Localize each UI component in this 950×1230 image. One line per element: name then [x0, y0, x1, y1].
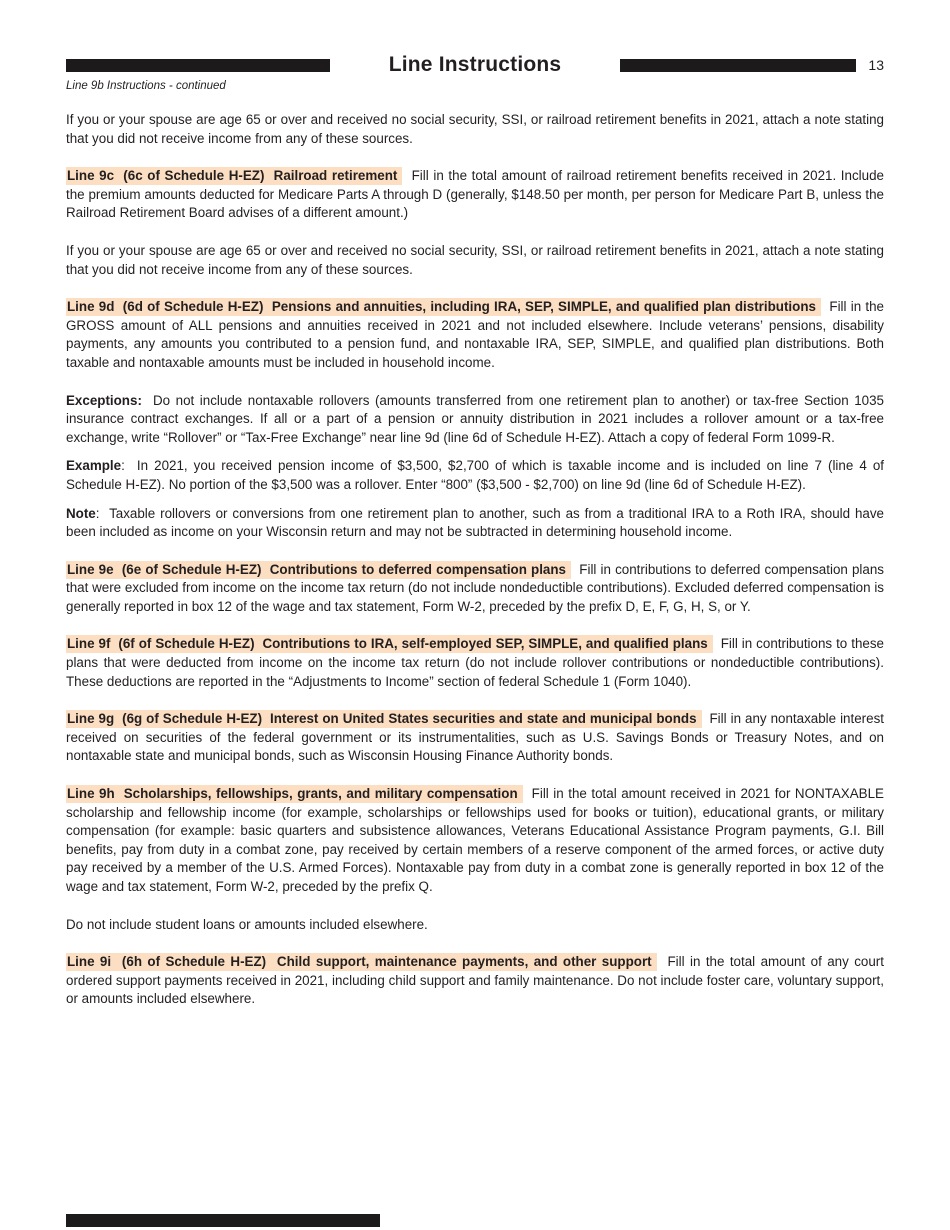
section-text: Fill in the GROSS amount of ALL pensions and annuities received in 2021 and not included elsewhere. Include veterans’ pensions, disability payments, any amounts you contributed to a pension fund, and nontaxable IRA, SEP, SIMPLE, and qualified plan distributions. Both taxable and nontaxable amounts must be included in household income. — [66, 299, 884, 370]
page-header — [66, 53, 884, 76]
section-heading: Line 9d (6d of Schedule H-EZ) Pensions and annuities, including IRA, SEP, SIMPLE, and qualified plan distributions — [66, 298, 821, 316]
paragraph — [66, 242, 884, 279]
paragraph — [66, 635, 884, 691]
paragraph: Example: In 2021, you received pension income of $3,500, $2,700 of which is taxable income and is included on line 7 (line 4 of Schedule H-EZ). No portion of the $3,500 was a rollover. Enter “800” ($3,500 - $2,700) on line 9d (line 6d of Schedule H-EZ). — [66, 458, 884, 492]
section-text: Fill in any nontaxable interest received on securities of the federal government or its instrumentalities, such as U.S. Savings Bonds or Treasury Notes, and on nontaxable state and municipal bonds, such as Wisconsin Housing Finance Authority bonds. — [66, 711, 884, 764]
section-heading: Line 9c (6c of Schedule H-EZ) Railroad retirement — [66, 167, 402, 185]
section-heading: Line 9e (6e of Schedule H-EZ) Contributions to deferred compensation plans — [66, 561, 571, 579]
lead-label: Example — [66, 458, 122, 474]
paragraph — [66, 392, 884, 448]
page-number: 13 — [868, 57, 884, 73]
section-text: Fill in the total amount of railroad retirement benefits received in 2021. Include the premium amounts deducted for Medicare Parts A through D (generally, $148.50 per month, per person for Medicare Part B, unless the Railroad Retirement Board advises of a different amount.) — [66, 168, 884, 221]
section-text: Fill in contributions to deferred compensation plans that were excluded from income on the income tax return (do not include nondeductible contributions). Excluded deferred compensation is generally reported in box 12 of the wage and tax statement, Form W-2, preceded by the prefix D, E, F, G, H, S, or Y. — [66, 561, 884, 614]
paragraph — [66, 785, 884, 897]
section-text: Taxable rollovers or conversions from one retirement plan to another, such as from a traditional IRA to a Roth IRA, should have been included as income on your Wisconsin return and may not be subtracted in determining household income. — [66, 505, 885, 540]
paragraph — [66, 916, 884, 935]
section-heading: Line 9i (6h of Schedule H-EZ) Child support, maintenance payments, and other support — [66, 953, 657, 971]
page-title: Line Instructions — [388, 53, 562, 76]
paragraph — [66, 953, 884, 1009]
paragraph — [66, 167, 884, 223]
paragraph — [66, 561, 884, 617]
lead-label: Exceptions: — [66, 392, 142, 408]
footer-rule — [66, 1214, 380, 1227]
paragraph — [66, 298, 884, 372]
continued-note: Line 9b Instructions - continued — [66, 80, 226, 92]
section-text: Fill in the total amount of any court ordered support payments received in 2021, including child support and family maintenance. Do not include foster care, voluntary support, or amounts included elsewhere. — [66, 954, 884, 1007]
header-rule-right — [620, 59, 856, 72]
section-text: Fill in contributions to these plans that were deducted from income on the income tax return (do not include rollover contributions or nondeductible contributions). These deductions are reported in the “Adjustments to Income” section of federal Schedule 1 (Form 1040). — [66, 636, 884, 689]
section-text: In 2021, you received pension income of $3,500, $2,700 of which is taxable income and is included on line 7 (line 4 of Schedule H-EZ). No portion of the $3,500 was a rollover. Enter “800” ($3,500 - $2,700) on line 9d (line 6d of Schedule H-EZ). — [66, 458, 884, 492]
paragraph: Note: Taxable rollovers or conversions from one retirement plan to another, such as from a traditional IRA to a Roth IRA, should have been included as income on your Wisconsin return and may not be subtracted in determining household income. — [66, 505, 885, 540]
paragraph — [66, 111, 884, 148]
section-text: If you or your spouse are age 65 or over and received no social security, SSI, or railroad retirement benefits in 2021, attach a note stating that you did not receive income from any of these sources. — [66, 242, 884, 277]
section-heading: Line 9f (6f of Schedule H-EZ) Contributions to IRA, self-employed SEP, SIMPLE, and qualified plans — [66, 635, 713, 653]
lead-label: Note — [66, 505, 96, 521]
instructions-body — [66, 111, 884, 1009]
section-text: Do not include nontaxable rollovers (amounts transferred from one retirement plan to another) or tax-free Section 1035 insurance contract exchanges. If all or a part of a pension or annuity distribution in 2021 includes a rollover amount or a tax-free exchange, write “Rollover” or “Tax-Free Exchange” near line 9d (line 6d of Schedule H-EZ). Attach a copy of federal Form 1099-R. — [66, 392, 884, 445]
section-text: Fill in the total amount received in 2021 for NONTAXABLE scholarship and fellowship income (for example, scholarships or fellowships used for books or tuition), educational grants, or military compensation (for example: basic quarters and subsistence allowances, Veterans Educational Assistance Program payments, G.I. Bill benefits, pay from duty in a combat zone, pay received by certain members of a reserve component of the armed forces, or active duty pay received by a member of the U.S. Armed Forces). Nontaxable pay from duty in a combat zone is generally reported in box 12 of the wage and tax statement, Form W-2, preceded by the prefix Q. — [66, 786, 884, 894]
section-heading: Line 9g (6g of Schedule H-EZ) Interest on United States securities and state and municipal bonds — [66, 710, 702, 728]
section-text: If you or your spouse are age 65 or over and received no social security, SSI, or railroad retirement benefits in 2021, attach a note stating that you did not receive income from any of these sources. — [66, 112, 884, 146]
section-text: Do not include student loans or amounts included elsewhere. — [66, 916, 428, 932]
header-rule-left — [66, 59, 330, 72]
section-heading: Line 9h Scholarships, fellowships, grants, and military compensation — [66, 785, 523, 803]
page-content — [66, 0, 884, 1009]
paragraph — [66, 710, 884, 766]
